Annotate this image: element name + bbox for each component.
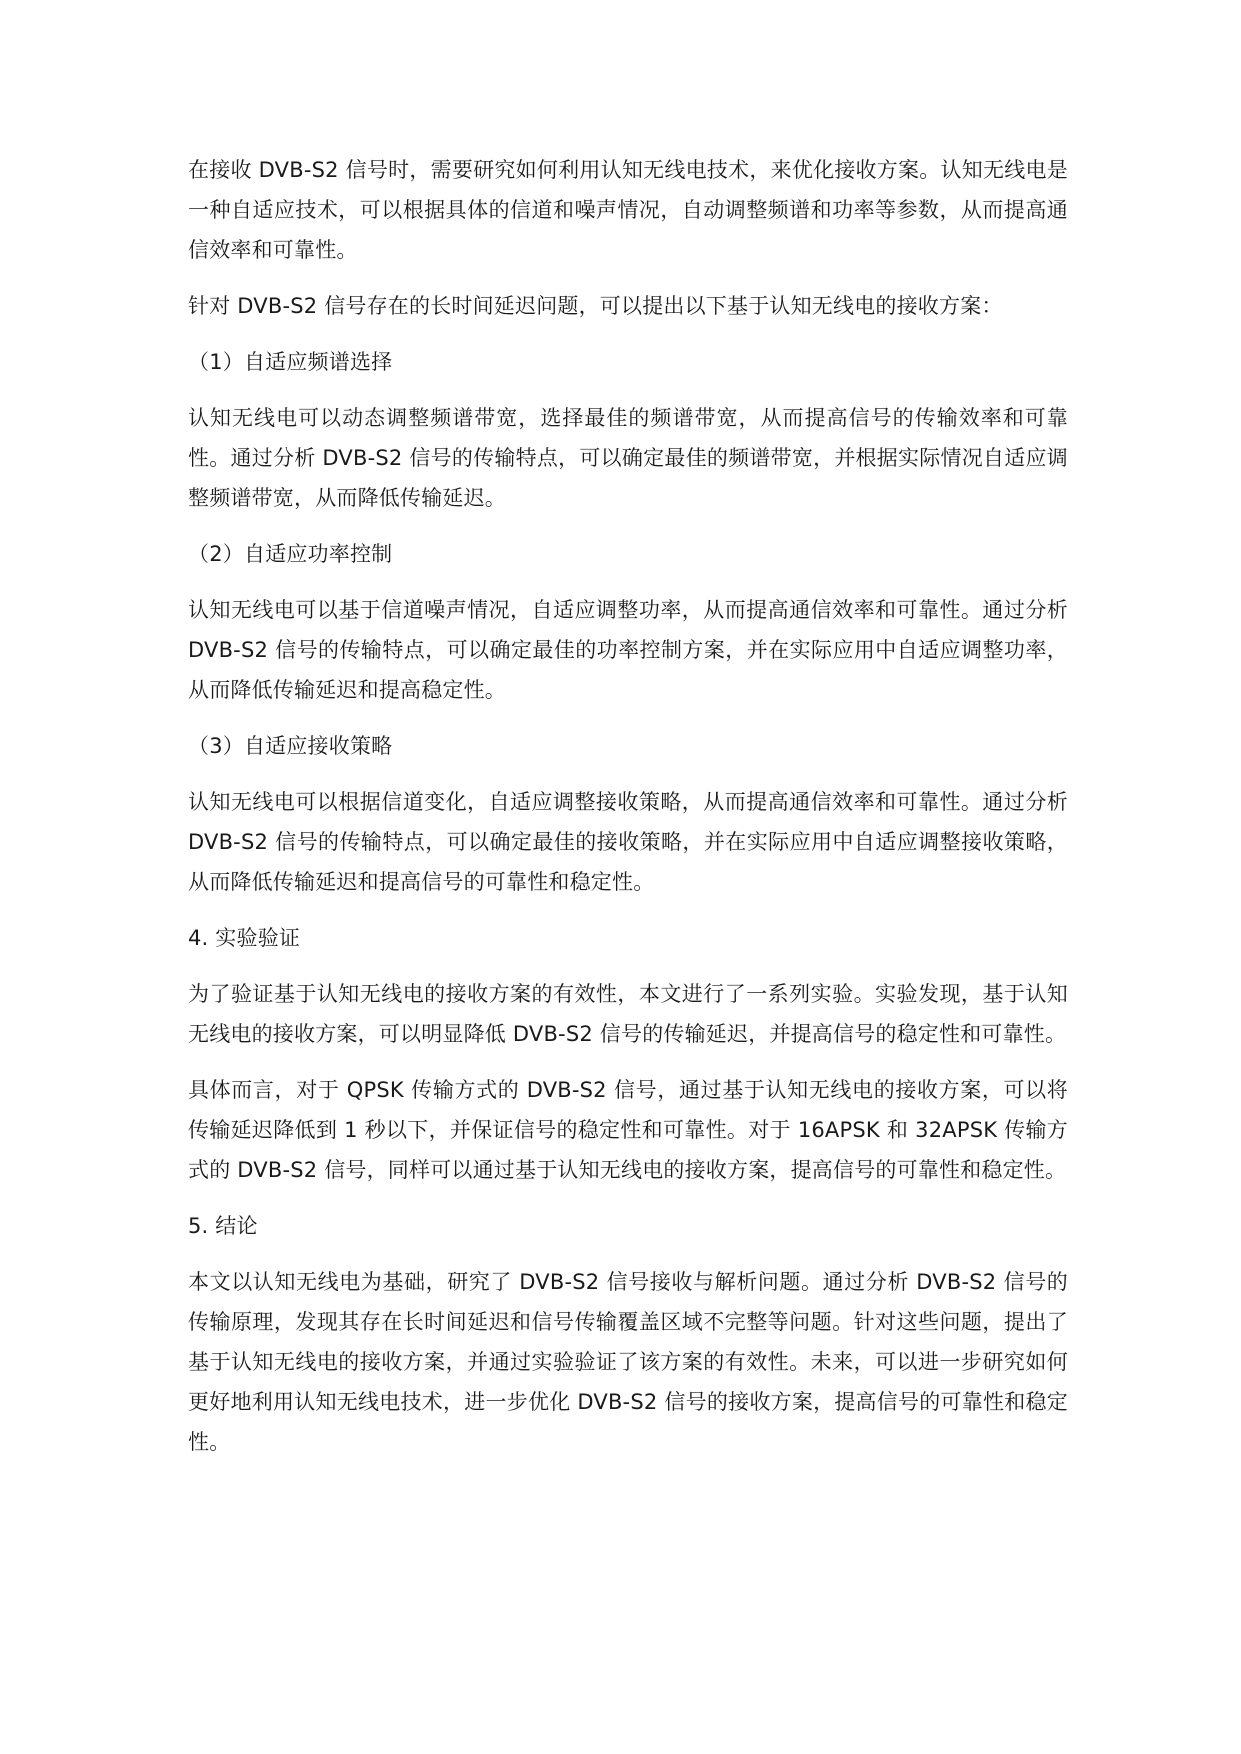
subsection-heading-strategy: （3）自适应接收策略	[188, 734, 393, 758]
section-heading-conclusion: 5. 结论	[188, 1214, 258, 1238]
subsection-heading-spectrum: （1）自适应频谱选择	[188, 350, 393, 374]
experiment-detail-paragraph: 具体而言，对于 QPSK 传输方式的 DVB-S2 信号，通过基于认知无线电的接收方案，可以将传输延迟降低到 1 秒以下，并保证信号的稳定性和可靠性。对于 16APSK 和 32APSK 传输方式的 DVB-S2 信号，同样可以通过基于认知无线电的接收方案，提高信号的可靠性和稳定性。	[188, 1078, 1068, 1182]
section-heading-experiment: 4. 实验验证	[188, 926, 301, 950]
spectrum-paragraph: 认知无线电可以动态调整频谱带宽，选择最佳的频谱带宽，从而提高信号的传输效率和可靠性。通过分析 DVB-S2 信号的传输特点，可以确定最佳的频谱带宽，并根据实际情况自适应调整频谱带宽，从而降低传输延迟。	[188, 406, 1068, 510]
power-paragraph: 认知无线电可以基于信道噪声情况，自适应调整功率，从而提高通信效率和可靠性。通过分析 DVB-S2 信号的传输特点，可以确定最佳的功率控制方案，并在实际应用中自适应调整功率，从而降低传输延迟和提高稳定性。	[188, 598, 1068, 702]
intro-paragraph: 在接收 DVB-S2 信号时，需要研究如何利用认知无线电技术，来优化接收方案。认知无线电是一种自适应技术，可以根据具体的信道和噪声情况，自动调整频谱和功率等参数，从而提高通信效率和可靠性。	[188, 158, 1068, 262]
experiment-paragraph: 为了验证基于认知无线电的接收方案的有效性，本文进行了一系列实验。实验发现，基于认知无线电的接收方案，可以明显降低 DVB-S2 信号的传输延迟，并提高信号的稳定性和可靠性。	[188, 982, 1068, 1046]
conclusion-paragraph: 本文以认知无线电为基础，研究了 DVB-S2 信号接收与解析问题。通过分析 DVB-S2 信号的传输原理，发现其存在长时间延迟和信号传输覆盖区域不完整等问题。针对这些问题，提出了基于认知无线电的接收方案，并通过实验验证了该方案的有效性。未来，可以进一步研究如何更好地利用认知无线电技术，进一步优化 DVB-S2 信号的接收方案，提高信号的可靠性和稳定性。	[188, 1270, 1068, 1454]
subsection-heading-power: （2）自适应功率控制	[188, 542, 393, 566]
proposal-intro-paragraph: 针对 DVB-S2 信号存在的长时间延迟问题，可以提出以下基于认知无线电的接收方案：	[188, 294, 1003, 318]
document-page	[188, 150, 1068, 1478]
strategy-paragraph: 认知无线电可以根据信道变化，自适应调整接收策略，从而提高通信效率和可靠性。通过分析 DVB-S2 信号的传输特点，可以确定最佳的接收策略，并在实际应用中自适应调整接收策略，从而降低传输延迟和提高信号的可靠性和稳定性。	[188, 790, 1068, 894]
